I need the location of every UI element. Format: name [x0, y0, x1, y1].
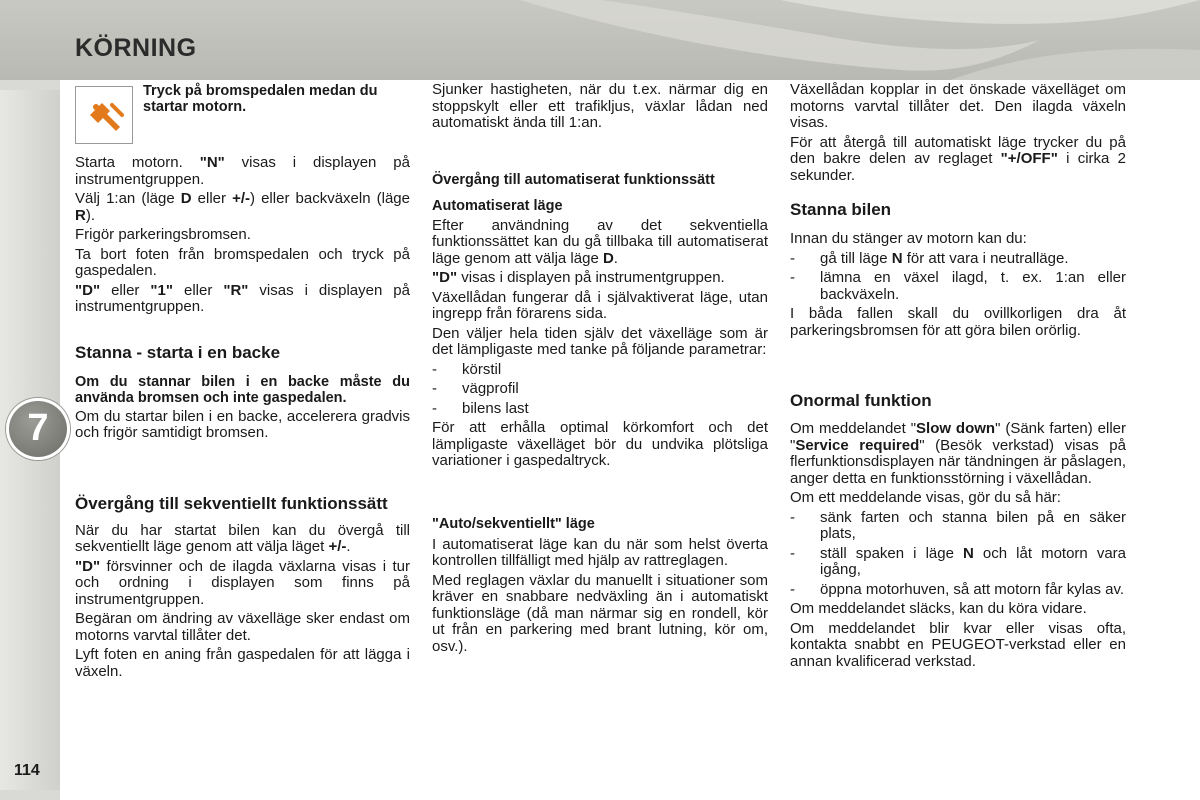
- paragraph: "D" visas i displayen på instrumentgruppen.: [432, 269, 725, 286]
- list-item: - vägprofil: [432, 381, 768, 398]
- list-item: - öppna motorhuven, så att motorn får kylas av.: [790, 582, 1126, 599]
- paragraph: För att erhålla optimal körkomfort och det lämpligaste växelläget bör du undvika plötsliga variationer i gaspedaltryck.: [432, 419, 768, 469]
- stop-list: [790, 251, 1126, 304]
- paragraph: Innan du stänger av motorn kan du:: [790, 230, 1027, 247]
- page-number: 114: [14, 762, 40, 779]
- paragraph: Begäran om ändring av växelläge sker endast om motorns varvtal tillåter det.: [75, 610, 410, 644]
- column-3: [790, 82, 1126, 673]
- paragraph: Efter användning av det sekventiella funktionssättet kan du gå tillbaka till automatiserat läge genom att välja läge D.: [432, 216, 768, 267]
- chapter-number: 7: [27, 407, 49, 449]
- paragraph: Om ett meddelande visas, gör du så här:: [790, 489, 1061, 506]
- parameter-list: [432, 362, 768, 418]
- paragraph: I båda fallen skall du ovillkorligen dra åt parkeringsbromsen för att göra bilen orörlig.: [790, 305, 1126, 339]
- brake-pedal-icon: [75, 86, 133, 144]
- list-item: - sänk farten och stanna bilen på en säker plats,: [790, 510, 1126, 543]
- column-1: [75, 82, 410, 683]
- action-list: [790, 510, 1126, 599]
- column-2: [432, 82, 768, 658]
- paragraph: "D" försvinner och de ilagda växlarna visas i tur och ordning i displayen som finns på instrumentgruppen.: [75, 557, 410, 608]
- section-heading: Stanna bilen: [790, 200, 892, 219]
- paragraph: Starta motorn. "N" visas i displayen på instrumentgruppen.: [75, 154, 410, 188]
- list-item: - gå till läge N för att vara i neutralläge.: [790, 251, 1126, 268]
- list-item: - lämna en växel ilagd, t. ex. 1:an eller backväxeln.: [790, 270, 1126, 303]
- chapter-tab[interactable]: [6, 398, 70, 460]
- sub-heading: "Auto/sekventiellt" läge: [432, 515, 595, 532]
- list-item: - körstil: [432, 362, 768, 379]
- list-item: - bilens last: [432, 401, 768, 418]
- paragraph: Växellådan fungerar då i självaktiverat läge, utan ingrepp från förarens sida.: [432, 288, 768, 322]
- warning-text: Tryck på bromspedalen medan du startar motorn.: [143, 83, 378, 115]
- paragraph: Den väljer hela tiden själv det växelläge som är det lämpligaste med tanke på följande parametrar:: [432, 324, 768, 358]
- paragraph: Om meddelandet "Slow down" (Sänk farten) eller "Service required" (Besök verkstad) visas på flerfunktionsdisplayen när tändningen är påslagen, anger detta en funktionsstörning i växellådan.: [790, 420, 1126, 487]
- paragraph: För att återgå till automatiskt läge trycker du på den bakre delen av reglaget "+/OFF" i cirka 2 sekunder.: [790, 133, 1126, 184]
- paragraph: Om meddelandet släcks, kan du köra vidare.: [790, 600, 1087, 617]
- paragraph: Med reglagen växlar du manuellt i situationer som kräver en snabbare nedväxling än i automatiskt funktionsläge (då man närmar sig en rondell, kör ut från en parkering med brant lutning, kör om, osv.).: [432, 571, 768, 655]
- page-title: KÖRNING: [75, 34, 197, 62]
- paragraph: Ta bort foten från bromspedalen och tryck på gaspedalen.: [75, 245, 410, 279]
- section-heading: Övergång till automatiserat funktionssätt: [432, 171, 715, 188]
- paragraph: Om du stannar bilen i en backe måste du använda bromsen och inte gaspedalen.: [75, 373, 410, 406]
- paragraph: "D" eller "1" eller "R" visas i displayen på instrumentgruppen.: [75, 281, 410, 315]
- paragraph: Välj 1:an (läge D eller +/-) eller backväxeln (läge R).: [75, 190, 410, 224]
- section-heading: Onormal funktion: [790, 391, 932, 410]
- sub-heading: Automatiserat läge: [432, 197, 563, 214]
- page-header: [0, 0, 1200, 80]
- paragraph: Växellådan kopplar in det önskade växelläget om motorns varvtal tillåter det. Den ilagda växeln visas.: [790, 81, 1126, 131]
- section-heading: Stanna - starta i en backe: [75, 342, 281, 362]
- paragraph: Om meddelandet blir kvar eller visas ofta, kontakta snabbt en PEUGEOT-verkstad eller en annan kvalificerad verkstad.: [790, 619, 1126, 670]
- warning-note: [75, 82, 410, 150]
- paragraph: I automatiserat läge kan du när som helst överta kontrollen tillfälligt med hjälp av rattreglagen.: [432, 535, 768, 569]
- paragraph: Sjunker hastigheten, när du t.ex. närmar dig en stoppskylt eller ett trafikljus, växlar lådan ned automatiskt ända till 1:an.: [432, 81, 768, 131]
- paragraph: Frigör parkeringsbromsen.: [75, 226, 251, 243]
- paragraph: Lyft foten en aning från gaspedalen för att lägga i växeln.: [75, 646, 410, 680]
- list-item: - ställ spaken i läge N och låt motorn vara igång,: [790, 546, 1126, 579]
- paragraph: När du har startat bilen kan du övergå till sekventiellt läge genom att välja läget +/-.: [75, 521, 410, 555]
- section-heading: Övergång till sekventiellt funktionssätt: [75, 493, 388, 513]
- paragraph: Om du startar bilen i en backe, accelerera gradvis och frigör samtidigt bromsen.: [75, 407, 410, 441]
